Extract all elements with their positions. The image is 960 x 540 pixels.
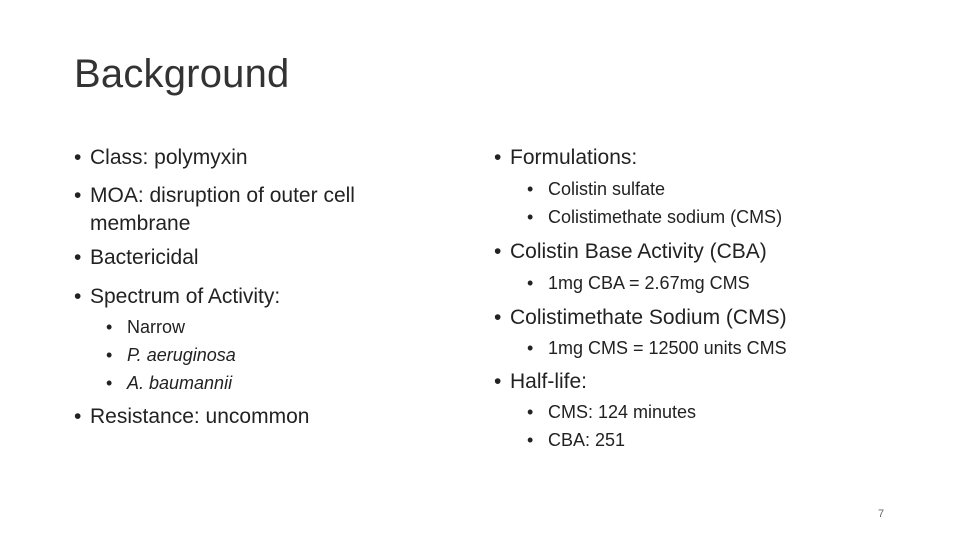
- bullet-dot: •: [106, 345, 113, 365]
- bullet-dot: •: [527, 338, 534, 358]
- bullet-dot: •: [494, 146, 502, 169]
- bullet-bactericidal: [74, 246, 199, 270]
- bullet-dot: •: [527, 273, 534, 293]
- sub-bullet-cms-conversion: [527, 338, 787, 359]
- bullet-text: 1mg CMS = 12500 units CMS: [548, 338, 787, 358]
- bullet-dot: •: [527, 430, 534, 450]
- bullet-text: Formulations:: [510, 146, 638, 169]
- bullet-half-life: [494, 370, 587, 394]
- bullet-dot: •: [74, 246, 82, 269]
- page-number: 7: [878, 508, 885, 520]
- bullet-text: Colistin sulfate: [548, 179, 666, 199]
- bullet-text: Narrow: [127, 317, 186, 337]
- slide-title: Background: [74, 52, 290, 96]
- sub-bullet-p-aeruginosa: [106, 345, 236, 366]
- bullet-text: 1mg CBA = 2.67mg CMS: [548, 273, 750, 293]
- bullet-dot: •: [106, 373, 113, 393]
- bullet-resistance: [74, 405, 309, 429]
- bullet-moa-continuation: membrane: [90, 212, 191, 235]
- bullet-moa: [74, 184, 355, 208]
- bullet-text: Colistimethate sodium (CMS): [548, 207, 783, 227]
- bullet-text: Colistimethate Sodium (CMS): [510, 306, 787, 329]
- bullet-cms: [494, 306, 787, 330]
- sub-bullet-a-baumannii: [106, 373, 232, 394]
- bullet-dot: •: [527, 402, 534, 422]
- bullet-dot: •: [494, 370, 502, 393]
- bullet-spectrum: [74, 285, 280, 309]
- sub-bullet-colistin-sulfate: [527, 179, 665, 200]
- sub-bullet-cms-half-life: [527, 402, 696, 423]
- bullet-text: Spectrum of Activity:: [90, 285, 281, 308]
- bullet-dot: •: [74, 285, 82, 308]
- bullet-dot: •: [74, 405, 82, 428]
- bullet-cba: [494, 240, 767, 264]
- bullet-text: CBA: 251: [548, 430, 626, 450]
- bullet-text: MOA: disruption of outer cell: [90, 184, 355, 207]
- bullet-dot: •: [494, 306, 502, 329]
- bullet-text: Half-life:: [510, 370, 588, 393]
- bullet-dot: •: [527, 207, 534, 227]
- bullet-text: Bactericidal: [90, 246, 199, 269]
- bullet-text: Colistin Base Activity (CBA): [510, 240, 767, 263]
- bullet-formulations: [494, 146, 637, 170]
- bullet-dot: •: [494, 240, 502, 263]
- bullet-dot: •: [527, 179, 534, 199]
- bullet-dot: •: [106, 317, 113, 337]
- bullet-text: P. aeruginosa: [127, 345, 236, 365]
- sub-bullet-colistimethate-sodium: [527, 207, 782, 228]
- bullet-text: Resistance: uncommon: [90, 405, 310, 428]
- sub-bullet-narrow: [106, 317, 185, 338]
- bullet-dot: •: [74, 184, 82, 207]
- sub-bullet-cba-conversion: [527, 273, 750, 294]
- bullet-text: Class: polymyxin: [90, 146, 248, 169]
- bullet-text: A. baumannii: [127, 373, 233, 393]
- sub-bullet-cba-half-life: [527, 430, 625, 451]
- bullet-dot: •: [74, 146, 82, 169]
- bullet-class: [74, 146, 248, 170]
- bullet-text: CMS: 124 minutes: [548, 402, 697, 422]
